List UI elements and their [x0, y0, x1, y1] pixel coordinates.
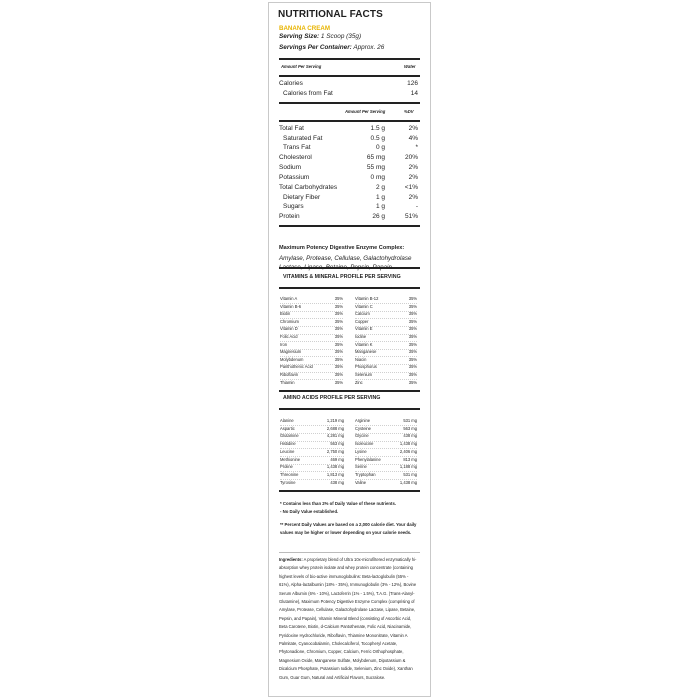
amino-row: [355, 457, 417, 464]
vitamin-row-value: 35%: [408, 334, 417, 339]
row-separator: [355, 379, 417, 380]
nutrient-row: [279, 174, 420, 183]
servings-per-container-value: Approx. 26: [353, 44, 385, 51]
vitamin-row: [280, 380, 343, 387]
amino-row: [280, 480, 344, 487]
amino-row-name: Leucine: [280, 448, 295, 454]
amino-row: [355, 418, 417, 425]
amino-row: [355, 433, 417, 440]
vitamin-row-name: Selenium: [355, 372, 373, 377]
vitamin-row-value: 35%: [334, 349, 343, 355]
row-separator: [280, 448, 344, 449]
row-separator: [280, 318, 343, 319]
row-separator: [355, 441, 417, 442]
amino-row: [355, 441, 417, 448]
amino-row: [355, 426, 417, 433]
nutrient-row: [279, 203, 420, 212]
calories-fat-value: 14: [410, 90, 418, 97]
row-separator: [280, 334, 343, 335]
nutrient-label: Sugars: [283, 203, 304, 210]
vitamin-row-name: Molybdenum: [280, 356, 304, 362]
vitamin-row-value: 35%: [408, 296, 417, 301]
divider: [279, 75, 420, 77]
amino-row-name: Alanine: [280, 418, 294, 423]
vitamin-row-name: Vitamin D: [280, 326, 298, 332]
vitamin-row-name: Vitamin K: [355, 341, 373, 347]
amino-row: [355, 464, 417, 471]
vitamin-row: [280, 342, 343, 349]
amino-row-value: 2,750 mg: [326, 448, 344, 454]
vitamin-row: [355, 326, 417, 333]
note-less-than-2: * Contains less than 2% of Daily Value of these nutrients.: [280, 501, 397, 506]
enzyme-heading: Maximum Potency Digestive Enzyme Complex:: [279, 245, 405, 251]
vitamin-row: [355, 349, 417, 356]
row-separator: [280, 341, 343, 342]
vitamin-row-value: 35%: [334, 341, 343, 347]
amino-row: [355, 480, 417, 487]
vitamin-row: [280, 326, 343, 333]
vitamin-row-name: Chromium: [280, 318, 299, 324]
nutrient-row: [279, 154, 420, 163]
amino-row-value: 4,281 mg: [326, 433, 344, 439]
amino-row-value: 438 mg: [403, 433, 417, 439]
amino-row-name: Arginine: [355, 418, 371, 423]
vitamin-row-value: 35%: [334, 334, 343, 339]
nutrient-amount: 0 g: [375, 144, 385, 151]
row-separator: [280, 456, 344, 457]
amount-per-serving-header-2: Amount Per Serving: [345, 109, 386, 114]
amino-row-value: 2,406 mg: [399, 448, 417, 454]
vitamin-row: [280, 296, 343, 303]
amino-row: [280, 418, 344, 425]
nutrient-dv: *: [415, 144, 418, 151]
nutrient-amount: 0 mg: [370, 174, 385, 181]
water-header: Water: [404, 64, 416, 69]
divider: [279, 408, 420, 410]
row-separator: [355, 318, 417, 319]
amino-row-value: 1,438 mg: [399, 479, 417, 485]
nutrient-row: [279, 135, 420, 144]
amino-row-name: Cysteine: [355, 425, 371, 431]
nutrient-row: [279, 144, 420, 153]
row-separator: [355, 311, 417, 312]
nutrient-dv: 2%: [408, 174, 418, 181]
vitamin-row-name: Riboflavin: [280, 372, 298, 377]
amino-row-value: 1,219 mg: [326, 418, 344, 423]
amino-row-name: Tryptophan: [355, 471, 376, 477]
vitamin-row-value: 35%: [334, 379, 343, 385]
amino-row: [280, 472, 344, 479]
vitamin-row-value: 35%: [334, 326, 343, 332]
vitamin-row-name: Vitamin E: [355, 326, 373, 332]
row-separator: [280, 441, 344, 442]
nutrient-label: Trans Fat: [283, 144, 311, 151]
amino-row-value: 469 mg: [330, 456, 344, 462]
vitamin-row-value: 35%: [334, 303, 343, 309]
vitamin-row: [280, 311, 343, 318]
amino-row-name: Glycine: [355, 433, 369, 439]
amino-row: [280, 464, 344, 471]
amino-row-name: Glutamine: [280, 433, 299, 439]
vitamin-row-value: 35%: [408, 318, 417, 324]
vitamin-row-name: Vitamin A: [280, 296, 298, 301]
amino-row-name: Tyrosine: [280, 479, 296, 485]
vitamin-row: [355, 334, 417, 341]
amino-row: [355, 472, 417, 479]
vitamins-heading: VITAMINS & MINERAL PROFILE PER SERVING: [283, 274, 401, 280]
row-separator: [355, 372, 417, 373]
vitamin-row-name: Zinc: [355, 379, 363, 385]
vitamin-row: [355, 296, 417, 303]
amino-row-value: 563 mg: [330, 441, 344, 447]
divider: [279, 120, 420, 122]
row-separator: [280, 326, 343, 327]
nutrient-label: Saturated Fat: [283, 135, 323, 142]
nutrient-amount: 26 g: [372, 213, 385, 220]
amino-row: [280, 433, 344, 440]
vitamin-row-value: 35%: [408, 379, 417, 385]
vitamin-row: [355, 342, 417, 349]
nutrient-dv: 2%: [408, 125, 418, 132]
nutrient-row: [279, 125, 420, 134]
row-separator: [280, 303, 343, 304]
nutrient-dv: <1%: [404, 184, 418, 191]
nutrient-dv: 51%: [404, 213, 418, 220]
amino-row-name: Threonine: [280, 471, 299, 477]
nutrient-amount: 0.5 g: [370, 135, 385, 142]
divider: [279, 267, 420, 269]
amino-row: [280, 457, 344, 464]
divider: [279, 287, 420, 289]
vitamin-row-name: Biotin: [280, 311, 291, 317]
nutrient-row: [279, 213, 420, 222]
divider: [279, 552, 420, 553]
amino-row-value: 1,813 mg: [326, 471, 344, 477]
vitamin-row: [280, 364, 343, 371]
calories-label: Calories: [279, 80, 303, 87]
row-separator: [280, 364, 343, 365]
vitamin-row: [355, 372, 417, 379]
nutrient-label: Cholesterol: [279, 154, 312, 161]
row-separator: [280, 425, 344, 426]
amino-row-value: 531 mg: [403, 471, 417, 477]
vitamin-row-name: Magnesium: [280, 349, 302, 355]
amino-row-value: 813 mg: [403, 456, 417, 462]
nutrient-label: Total Carbohydrates: [279, 184, 338, 191]
ingredients-text: A proprietary blend of Ultra 10x-microfiltered enzymatically hi-absorption whey protein isolate and whey protein concentrate (containing highest levels of bio-active immunoglobulins: Beta-lactoglobulin (55% - 61%), Alpha-lactalbumin (18% - 35%), Immunoglobulin (3% - 12%), Bovine Serum Albumin (6% - 10%), Lactoferrin (1% - 1.5%), T.A.G. (Trans-Alanyl-Glutamine), Maximum Potency Digestive Enzyme Complex (comprising of Amylase, Protease, Cellulase, Galactohydrolase Lactase, Lipase, Betaine, Pepsin, and Papain), Vitamin Mineral Blend (consisting of Ascorbic Acid, Beta Carotene, Biotin, d-Calcium Pantothenate, Folic Acid, Niacinamide, Pyridoxine Hydrochloride, Riboflavin, Thiamine Mononitrate, Vitamin A Palmitate, Cyanocobalamin, Cholecalciferol, Tocopheryl Acetate, Phytonadione, Chromium, Copper, Calcium, Ferric Orthophosphate, Magnesium Oxide, Manganese Sulfate, Molybdenum, Dipotassium & Dicalcium Phosphate, Potassium Iodide, Selenium, Zinc Oxide), Xanthan Gum, Guar Gum, Natural and Artificial Flavors, Sucralose.: [279, 557, 417, 680]
row-separator: [280, 464, 344, 465]
vitamin-row-name: Panthothenic Acid: [280, 364, 313, 370]
row-separator: [280, 372, 343, 373]
vitamin-row-name: Iron: [280, 341, 288, 347]
row-separator: [355, 349, 417, 350]
amino-row-name: Serine: [355, 464, 367, 470]
divider: [279, 58, 420, 60]
flavor-label: BANANA CREAM: [279, 25, 330, 32]
divider: [279, 390, 420, 392]
vitamin-row: [355, 311, 417, 318]
nutrient-row: [279, 164, 420, 173]
nutrient-row: [279, 194, 420, 203]
vitamin-row-name: Iodine: [355, 334, 367, 339]
row-separator: [280, 471, 344, 472]
row-separator: [280, 379, 343, 380]
vitamin-row-name: Vitamin C: [355, 303, 373, 309]
vitamin-row-value: 35%: [408, 326, 417, 332]
row-separator: [355, 326, 417, 327]
nutrient-dv: 2%: [408, 194, 418, 201]
page-title: NUTRITIONAL FACTS: [278, 9, 383, 20]
vitamin-row: [280, 357, 343, 364]
amino-row-name: Lysine: [355, 448, 367, 454]
nutrient-amount: 65 mg: [366, 154, 385, 161]
vitamin-row-name: Manganese: [355, 349, 377, 355]
amino-row: [280, 449, 344, 456]
amino-row-name: Aspartic: [280, 425, 295, 431]
nutrient-row: [279, 184, 420, 193]
vitamin-row-value: 35%: [334, 318, 343, 324]
nutrient-amount: 2 g: [375, 184, 385, 191]
nutrient-label: Dietary Fiber: [283, 194, 321, 201]
vitamin-row-name: Phosphorus: [355, 364, 377, 370]
amount-per-serving-header: Amount Per Serving: [281, 64, 322, 69]
vitamin-row-value: 35%: [408, 349, 417, 355]
vitamin-row-value: 35%: [408, 341, 417, 347]
nutrient-amount: 1 g: [375, 203, 385, 210]
vitamin-row-value: 35%: [334, 296, 343, 301]
row-separator: [355, 479, 417, 480]
divider: [279, 490, 420, 492]
vitamin-row-name: Thiamin: [280, 379, 295, 385]
nutrient-amount: 1.5 g: [370, 125, 385, 132]
note-percent-dv: ** Percent Daily Values are based on a 2,000 calorie diet. Your daily values may be higher or lower depending on your calorie needs.: [280, 522, 417, 535]
nutrient-dv: 4%: [408, 135, 418, 142]
row-separator: [355, 464, 417, 465]
servings-per-container: [279, 44, 384, 51]
vitamin-row-name: Copper: [355, 318, 369, 324]
amino-row-name: Histidine: [280, 441, 296, 447]
row-separator: [280, 311, 343, 312]
vitamin-row: [355, 304, 417, 311]
ingredients: [279, 556, 420, 682]
serving-size: [279, 33, 361, 40]
vitamin-row: [280, 349, 343, 356]
amino-row-name: Isoleucine: [355, 441, 374, 447]
vitamin-row-name: Vitamin B-12: [355, 296, 379, 301]
dv-header: %DV: [404, 109, 414, 114]
amino-row-value: 1,438 mg: [399, 441, 417, 447]
row-separator: [355, 364, 417, 365]
vitamin-row-value: 35%: [408, 311, 417, 317]
calories-fat-row: [279, 90, 420, 99]
vitamin-row-name: Vitamin B-6: [280, 303, 302, 309]
nutrient-label: Total Fat: [279, 125, 304, 132]
vitamin-row: [280, 304, 343, 311]
serving-size-label: Serving Size:: [279, 33, 320, 40]
nutrient-label: Protein: [279, 213, 300, 220]
ingredients-label: Ingredients:: [279, 557, 303, 562]
amino-row-name: Phenylalanine: [355, 456, 381, 462]
nutrient-amount: 55 mg: [366, 164, 385, 171]
vitamin-row: [355, 364, 417, 371]
amino-row: [355, 449, 417, 456]
nutrient-dv: -: [415, 203, 418, 210]
nutrient-amount: 1 g: [375, 194, 385, 201]
amino-row: [280, 426, 344, 433]
vitamin-row-value: 35%: [408, 364, 417, 370]
nutrient-dv: 20%: [404, 154, 418, 161]
row-separator: [355, 334, 417, 335]
row-separator: [280, 349, 343, 350]
row-separator: [355, 425, 417, 426]
vitamin-row-value: 35%: [334, 356, 343, 362]
nutrient-dv: 2%: [408, 164, 418, 171]
row-separator: [355, 456, 417, 457]
servings-per-container-label: Servings Per Container:: [279, 44, 352, 51]
row-separator: [355, 341, 417, 342]
amino-row: [280, 441, 344, 448]
note-no-dv: - No Daily Value established.: [280, 509, 339, 514]
row-separator: [355, 303, 417, 304]
vitamin-row-value: 35%: [408, 303, 417, 309]
calories-row: [279, 80, 420, 89]
vitamin-row: [280, 334, 343, 341]
nutrient-label: Sodium: [279, 164, 302, 171]
vitamin-row: [280, 319, 343, 326]
row-separator: [280, 479, 344, 480]
vitamin-row-name: Calcium: [355, 311, 370, 317]
divider: [279, 225, 420, 227]
vitamin-row-value: 35%: [334, 372, 343, 377]
amino-row-name: Proline: [280, 464, 293, 470]
amino-row-value: 1,438 mg: [326, 464, 344, 470]
vitamin-row: [355, 357, 417, 364]
vitamin-row: [355, 380, 417, 387]
amino-row-value: 438 mg: [330, 479, 344, 485]
vitamin-row-value: 35%: [334, 311, 343, 317]
amino-row-name: Valine: [355, 479, 367, 485]
amino-row-name: Methionine: [280, 456, 301, 462]
vitamin-row-value: 35%: [408, 372, 417, 377]
row-separator: [355, 448, 417, 449]
amino-row-value: 563 mg: [403, 425, 417, 431]
calories-value: 126: [407, 80, 418, 87]
row-separator: [280, 356, 343, 357]
amino-heading: AMINO ACIDS PROFILE PER SERVING: [283, 395, 381, 401]
enzyme-line: Amylase, Protease, Cellulase, Galactohydrolase: [279, 254, 412, 262]
amino-row-value: 2,688 mg: [326, 425, 344, 431]
serving-size-value: 1 Scoop (35g): [320, 33, 362, 40]
vitamin-row-value: 35%: [408, 356, 417, 362]
divider: [279, 102, 420, 104]
amino-row-value: 531 mg: [403, 418, 417, 423]
row-separator: [280, 433, 344, 434]
amino-row-value: 1,188 mg: [399, 464, 417, 470]
vitamin-row: [355, 319, 417, 326]
vitamin-row-name: Niacin: [355, 356, 367, 362]
calories-fat-label: Calories from Fat: [283, 90, 333, 97]
vitamin-row-value: 35%: [334, 364, 343, 370]
row-separator: [355, 433, 417, 434]
row-separator: [355, 471, 417, 472]
vitamin-row-name: Folic Acid: [280, 334, 298, 339]
nutrient-label: Potassium: [279, 174, 310, 181]
vitamin-row: [280, 372, 343, 379]
row-separator: [355, 356, 417, 357]
